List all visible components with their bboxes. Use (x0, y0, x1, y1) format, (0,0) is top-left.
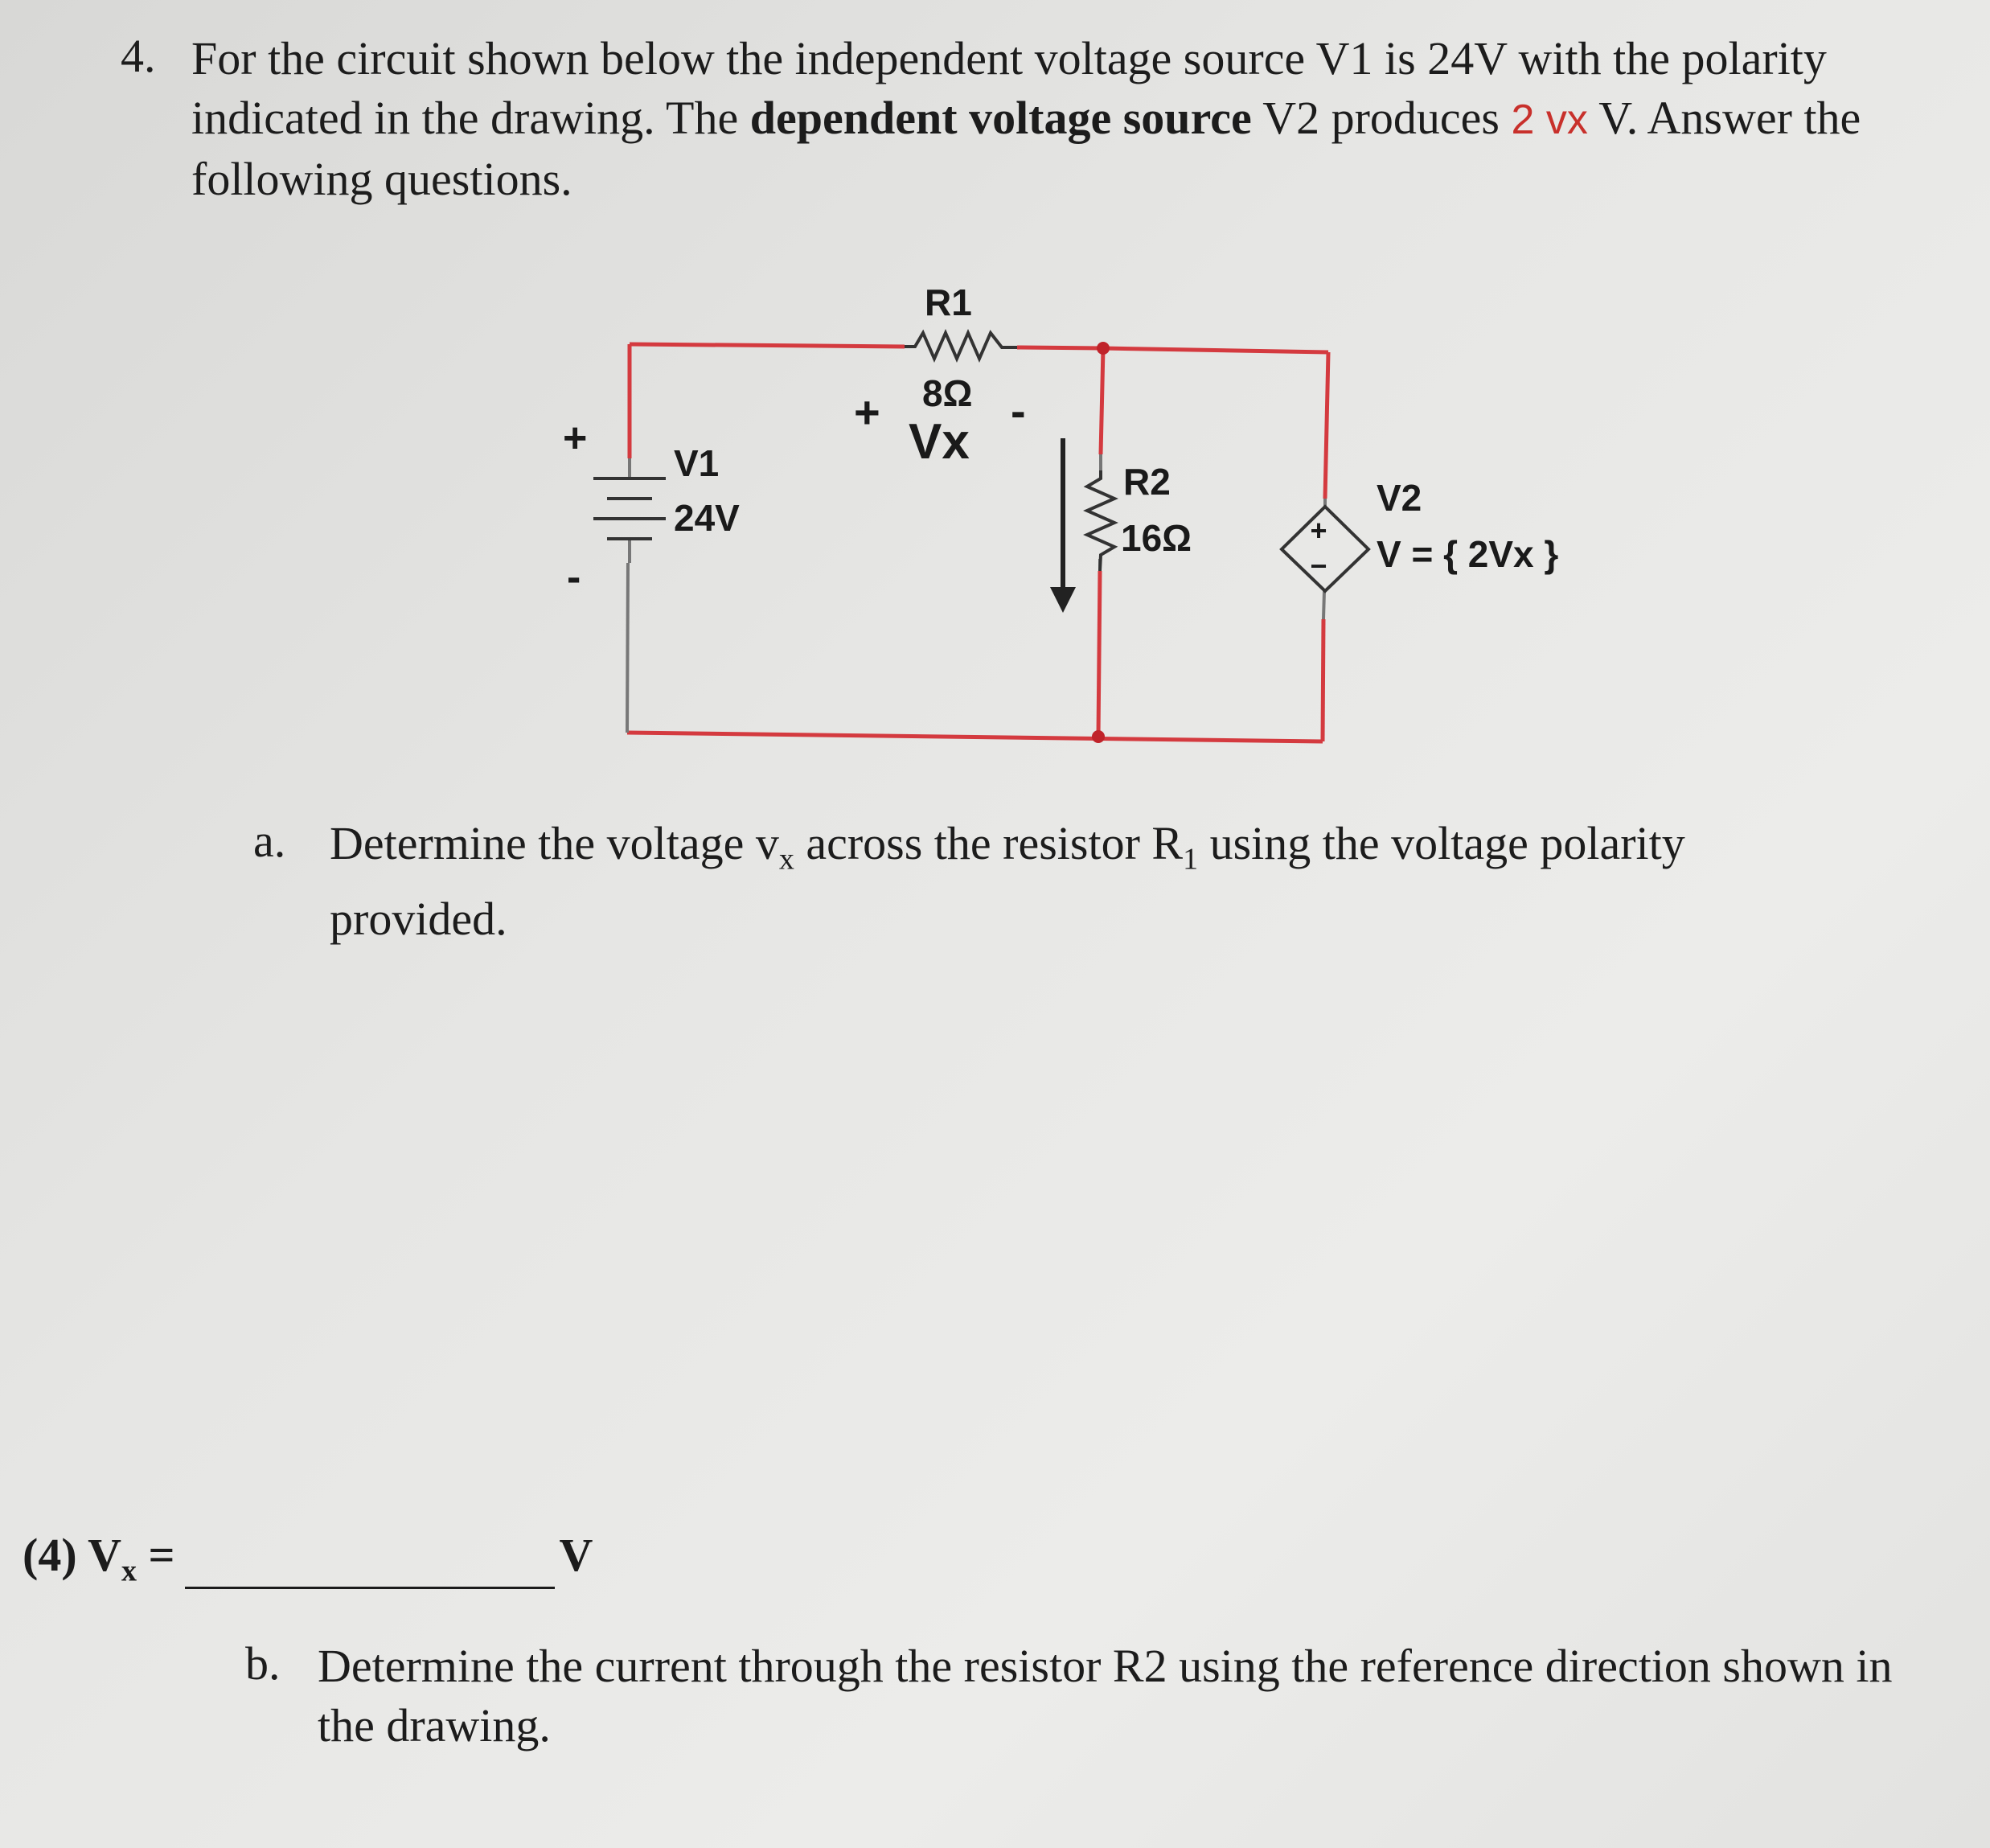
wire-top-mid (1017, 347, 1103, 348)
part-a-text (330, 814, 1841, 949)
part-a-text-3: using the voltage polarity provided. (330, 817, 1685, 945)
v2-lead-bottom (1323, 591, 1324, 619)
wire-top-left (630, 344, 905, 347)
junction-bottom (1092, 730, 1105, 743)
vx-label: Vx (909, 414, 970, 470)
answer-4-blank[interactable] (185, 1543, 555, 1589)
circuit-wires (627, 344, 1328, 741)
v1-battery-symbol (593, 478, 666, 539)
r2-current-arrow (1050, 438, 1076, 613)
v1-minus-sign: - (567, 554, 581, 601)
part-a-sub-x: x (778, 842, 794, 877)
v2-plus-sign: + (1310, 514, 1327, 547)
vx-minus-sign: - (1011, 385, 1026, 436)
answer-4-row (23, 1528, 593, 1589)
wire-mid-vertical (1101, 348, 1103, 454)
v1-lead-wire-bottom (627, 563, 628, 733)
r2-value-label: 16Ω (1121, 517, 1192, 559)
wire-top-right (1103, 348, 1328, 352)
r1-name-label: R1 (925, 281, 972, 323)
answer-4-unit: V (559, 1529, 593, 1581)
wire-mid-lower (1098, 571, 1100, 737)
r1-resistor-symbol (905, 333, 1017, 359)
part-a-text-2: across the resistor R (794, 817, 1184, 869)
v1-plus-sign: + (563, 415, 588, 462)
intro-text-1: For the circuit shown below the independent voltage source V1 is 24V with the polarity indicated in the drawing. The (191, 32, 1827, 144)
wire-right-top (1325, 352, 1328, 499)
part-a-label: a. (253, 815, 286, 867)
answer-4-sub: x (121, 1554, 137, 1588)
intro-text-2: V2 produces (1251, 92, 1512, 144)
v1-name-label: V1 (674, 442, 720, 484)
vx-plus-sign: + (854, 387, 880, 437)
component-leads (627, 454, 1325, 733)
part-a-text-1: Determine the voltage v (330, 817, 779, 869)
answer-4-label: (4) V (23, 1529, 121, 1581)
part-b-text: Determine the current through the resistor R2 using the reference direction shown in the drawing. (318, 1640, 1893, 1751)
part-a-sub-1: 1 (1183, 842, 1199, 877)
question-number: 4. (121, 30, 156, 82)
r2-name-label: R2 (1123, 461, 1171, 503)
intro-red-expression: 2 vx (1511, 97, 1588, 143)
intro-text-3: V. Answer the following questions. (191, 92, 1861, 205)
intro-bold-term: dependent voltage source (749, 92, 1252, 144)
r2-resistor-symbol (1087, 470, 1114, 571)
v2-name-label: V2 (1377, 477, 1422, 519)
v1-value-label: 24V (674, 497, 740, 539)
v2-dependent-source-symbol (1282, 507, 1368, 591)
v2-minus-sign: − (1310, 549, 1327, 582)
part-b-label: b. (245, 1637, 281, 1690)
wire-bottom (627, 733, 1323, 741)
r1-value-label: 8Ω (922, 372, 973, 414)
junction-top (1097, 342, 1110, 355)
answer-4-equals: = (136, 1529, 175, 1581)
v2-expression-label: V = { 2Vx } (1377, 533, 1559, 575)
